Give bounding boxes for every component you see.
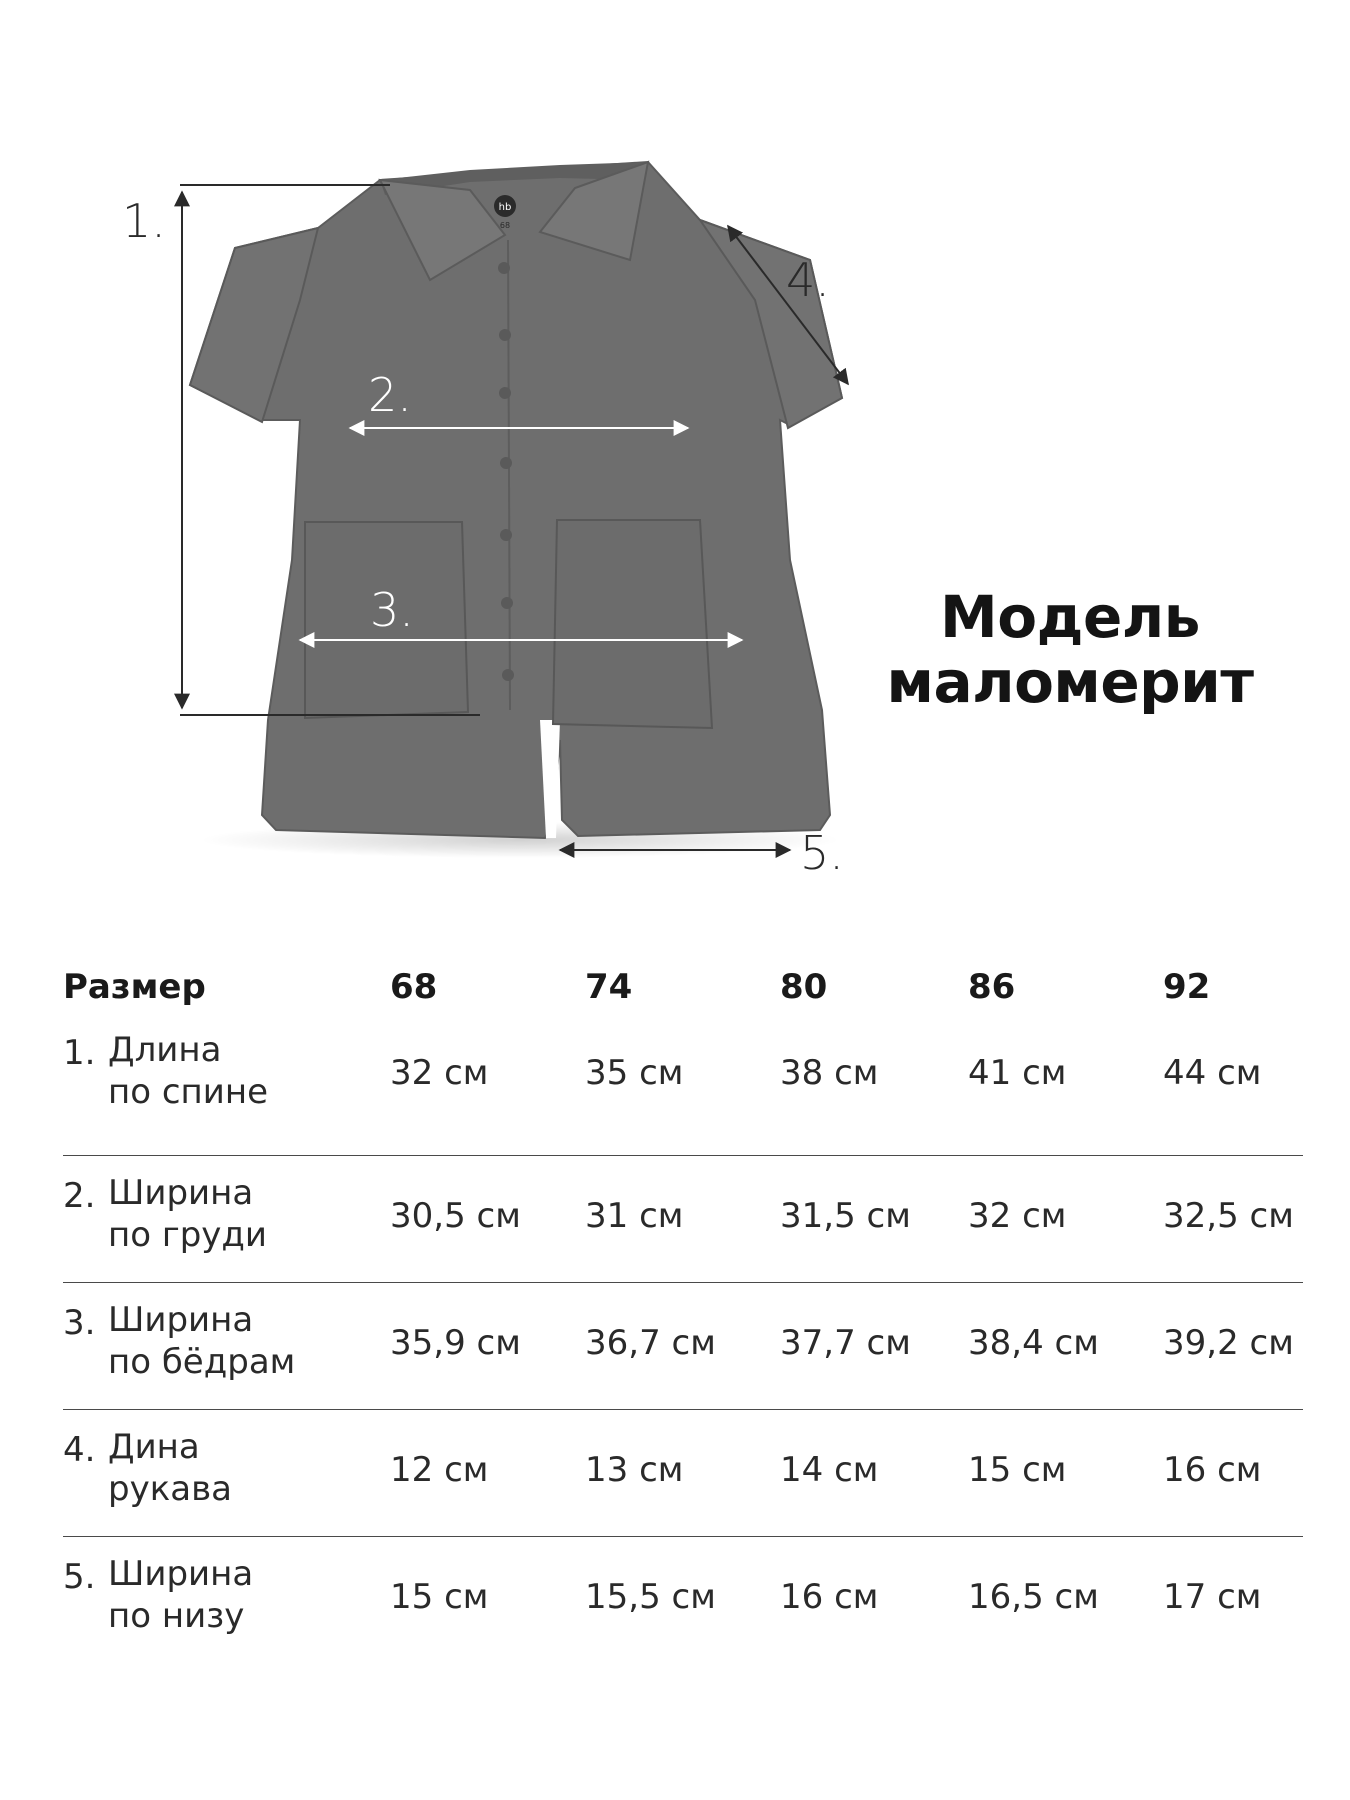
row-number: 2. <box>63 1176 96 1216</box>
row-number: 3. <box>63 1303 96 1343</box>
cell-value: 13 см <box>585 1450 684 1490</box>
row-label <box>108 1029 268 1113</box>
cell-value: 44 см <box>1163 1053 1262 1093</box>
cell-value: 41 см <box>968 1053 1067 1093</box>
header-size-label: Размер <box>63 967 206 1007</box>
brand-label-size: 68 <box>499 221 511 230</box>
row-number: 1. <box>63 1033 96 1073</box>
marker-3: 3. <box>370 583 414 637</box>
header-size-74: 74 <box>585 967 633 1007</box>
row-label <box>108 1426 232 1510</box>
marker-1: 1. <box>122 194 166 248</box>
row-label-line1: Длина <box>108 1030 222 1070</box>
row-label <box>108 1299 295 1383</box>
table-row-hips <box>63 1283 1303 1410</box>
row-label-line2: по низу <box>108 1596 245 1636</box>
cell-value: 32,5 см <box>1163 1196 1294 1236</box>
model-note-line1: Модель <box>940 583 1200 651</box>
table-row-hem <box>63 1537 1303 1663</box>
header-size-86: 86 <box>968 967 1016 1007</box>
brand-label-text: hb <box>498 202 512 213</box>
cell-value: 15,5 см <box>585 1577 716 1617</box>
model-note-line2: маломерит <box>886 647 1254 716</box>
marker-4: 4. <box>786 253 830 307</box>
cell-value: 30,5 см <box>390 1196 521 1236</box>
cell-value: 16,5 см <box>968 1577 1099 1617</box>
romper-body <box>190 162 842 845</box>
cell-value: 16 см <box>780 1577 879 1617</box>
cell-value: 38,4 см <box>968 1323 1099 1363</box>
table-row-sleeve <box>63 1410 1303 1537</box>
row-label-line2: по спине <box>108 1072 269 1112</box>
row-label-line2: рукава <box>108 1469 232 1509</box>
table-row-chest <box>63 1156 1303 1283</box>
size-table <box>63 955 1303 1663</box>
cell-value: 38 см <box>780 1053 879 1093</box>
row-label <box>108 1172 267 1256</box>
cell-value: 32 см <box>390 1053 489 1093</box>
cell-value: 31 см <box>585 1196 684 1236</box>
cell-value: 35 см <box>585 1053 684 1093</box>
cell-value: 35,9 см <box>390 1323 521 1363</box>
size-table-header <box>63 955 1303 1025</box>
header-size-80: 80 <box>780 967 828 1007</box>
row-label-line1: Дина <box>108 1427 200 1467</box>
row-number: 5. <box>63 1557 96 1597</box>
header-size-92: 92 <box>1163 967 1211 1007</box>
marker-2: 2. <box>368 368 412 422</box>
row-number: 4. <box>63 1430 96 1470</box>
row-label-line1: Ширина <box>108 1554 254 1594</box>
cell-value: 16 см <box>1163 1450 1262 1490</box>
model-runs-small-note <box>860 585 1280 715</box>
cell-value: 36,7 см <box>585 1323 716 1363</box>
cell-value: 31,5 см <box>780 1196 911 1236</box>
pocket-right <box>553 520 712 728</box>
row-label-line1: Ширина <box>108 1300 254 1340</box>
row-label-line2: по бёдрам <box>108 1342 296 1382</box>
cell-value: 14 см <box>780 1450 879 1490</box>
row-label <box>108 1553 253 1637</box>
row-label-line1: Ширина <box>108 1173 254 1213</box>
marker-5: 5. <box>800 826 844 880</box>
row-label-line2: по груди <box>108 1215 268 1255</box>
cell-value: 39,2 см <box>1163 1323 1294 1363</box>
table-row-length <box>63 1025 1303 1156</box>
cell-value: 37,7 см <box>780 1323 911 1363</box>
cell-value: 17 см <box>1163 1577 1262 1617</box>
header-size-68: 68 <box>390 967 438 1007</box>
cell-value: 12 см <box>390 1450 489 1490</box>
cell-value: 15 см <box>390 1577 489 1617</box>
cell-value: 15 см <box>968 1450 1067 1490</box>
cell-value: 32 см <box>968 1196 1067 1236</box>
